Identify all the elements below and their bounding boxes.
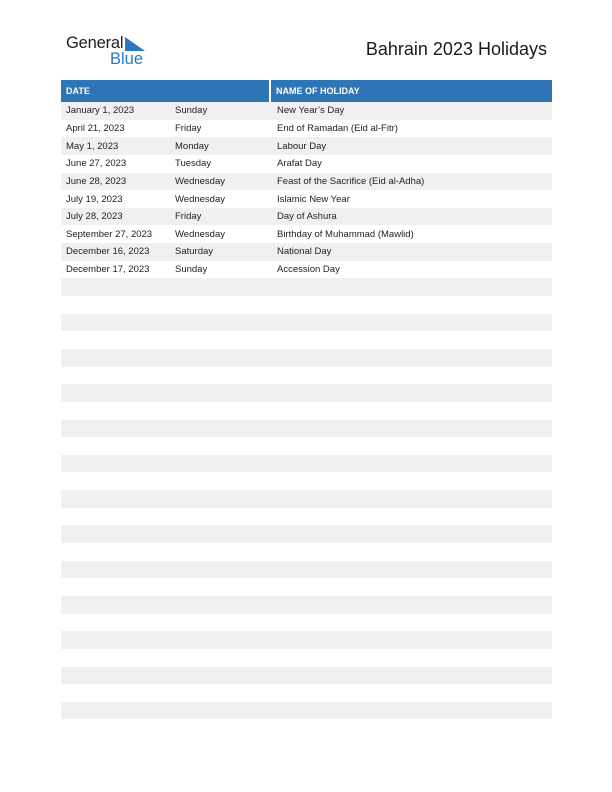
table-row: [61, 243, 552, 261]
table-header: [61, 80, 552, 102]
empty-table-row: [61, 561, 552, 579]
table-body: [61, 102, 552, 737]
holiday-date: July 28, 2023: [66, 211, 123, 223]
table-row: [61, 120, 552, 138]
holiday-table: [61, 80, 552, 737]
table-row: [61, 173, 552, 191]
holiday-date: January 1, 2023: [66, 105, 135, 117]
holiday-date: June 27, 2023: [66, 158, 127, 170]
empty-table-row: [61, 719, 552, 737]
empty-table-row: [61, 314, 552, 332]
table-row: [61, 155, 552, 173]
empty-table-row: [61, 367, 552, 385]
logo-triangle-icon: [125, 37, 145, 51]
table-row: [61, 190, 552, 208]
empty-table-row: [61, 508, 552, 526]
empty-table-row: [61, 490, 552, 508]
holiday-name: Arafat Day: [277, 158, 322, 170]
logo-blue-text: Blue: [110, 50, 144, 68]
holiday-weekday: Tuesday: [175, 158, 212, 170]
holiday-weekday: Saturday: [175, 246, 214, 258]
table-row: [61, 137, 552, 155]
table-row: [61, 225, 552, 243]
holiday-date: July 19, 2023: [66, 193, 123, 205]
holiday-name: End of Ramadan (Eid al-Fitr): [277, 122, 398, 134]
holiday-name: Birthday of Muhammad (Mawlid): [277, 228, 414, 240]
empty-table-row: [61, 437, 552, 455]
empty-table-row: [61, 614, 552, 632]
empty-table-row: [61, 296, 552, 314]
empty-table-row: [61, 525, 552, 543]
empty-table-row: [61, 331, 552, 349]
holiday-weekday: Wednesday: [175, 175, 225, 187]
empty-table-row: [61, 702, 552, 720]
holiday-name: Islamic New Year: [277, 193, 350, 205]
holiday-name: Feast of the Sacrifice (Eid al-Adha): [277, 175, 425, 187]
page-title: Bahrain 2023 Holidays: [365, 39, 547, 59]
holiday-weekday: Wednesday: [175, 193, 225, 205]
empty-table-row: [61, 543, 552, 561]
holiday-date: September 27, 2023: [66, 228, 153, 240]
holiday-name: National Day: [277, 246, 332, 258]
empty-table-row: [61, 349, 552, 367]
generalblue-logo: [66, 34, 166, 70]
empty-table-row: [61, 384, 552, 402]
holiday-date: December 17, 2023: [66, 264, 150, 276]
empty-table-row: [61, 578, 552, 596]
holiday-date: December 16, 2023: [66, 246, 150, 258]
holiday-date: May 1, 2023: [66, 140, 119, 152]
holiday-name: Labour Day: [277, 140, 327, 152]
empty-table-row: [61, 684, 552, 702]
holiday-weekday: Sunday: [175, 264, 208, 276]
holiday-weekday: Friday: [175, 211, 202, 223]
empty-table-row: [61, 402, 552, 420]
empty-table-row: [61, 472, 552, 490]
empty-table-row: [61, 455, 552, 473]
holiday-weekday: Sunday: [175, 105, 208, 117]
empty-table-row: [61, 649, 552, 667]
holiday-weekday: Monday: [175, 140, 209, 152]
empty-table-row: [61, 596, 552, 614]
table-row: [61, 102, 552, 120]
table-row: [61, 208, 552, 226]
holiday-date: April 21, 2023: [66, 122, 125, 134]
empty-table-row: [61, 420, 552, 438]
empty-table-row: [61, 667, 552, 685]
column-header-name: NAME OF HOLIDAY: [276, 86, 360, 96]
table-row: [61, 261, 552, 279]
column-header-date: DATE: [61, 80, 271, 102]
holiday-weekday: Friday: [175, 122, 202, 134]
holiday-weekday: Wednesday: [175, 228, 225, 240]
holiday-name: Day of Ashura: [277, 211, 337, 223]
holiday-name: Accession Day: [277, 264, 340, 276]
holiday-date: June 28, 2023: [66, 175, 127, 187]
empty-table-row: [61, 631, 552, 649]
logo-general-text: General: [66, 34, 124, 52]
empty-table-row: [61, 278, 552, 296]
holiday-name: New Year’s Day: [277, 105, 345, 117]
